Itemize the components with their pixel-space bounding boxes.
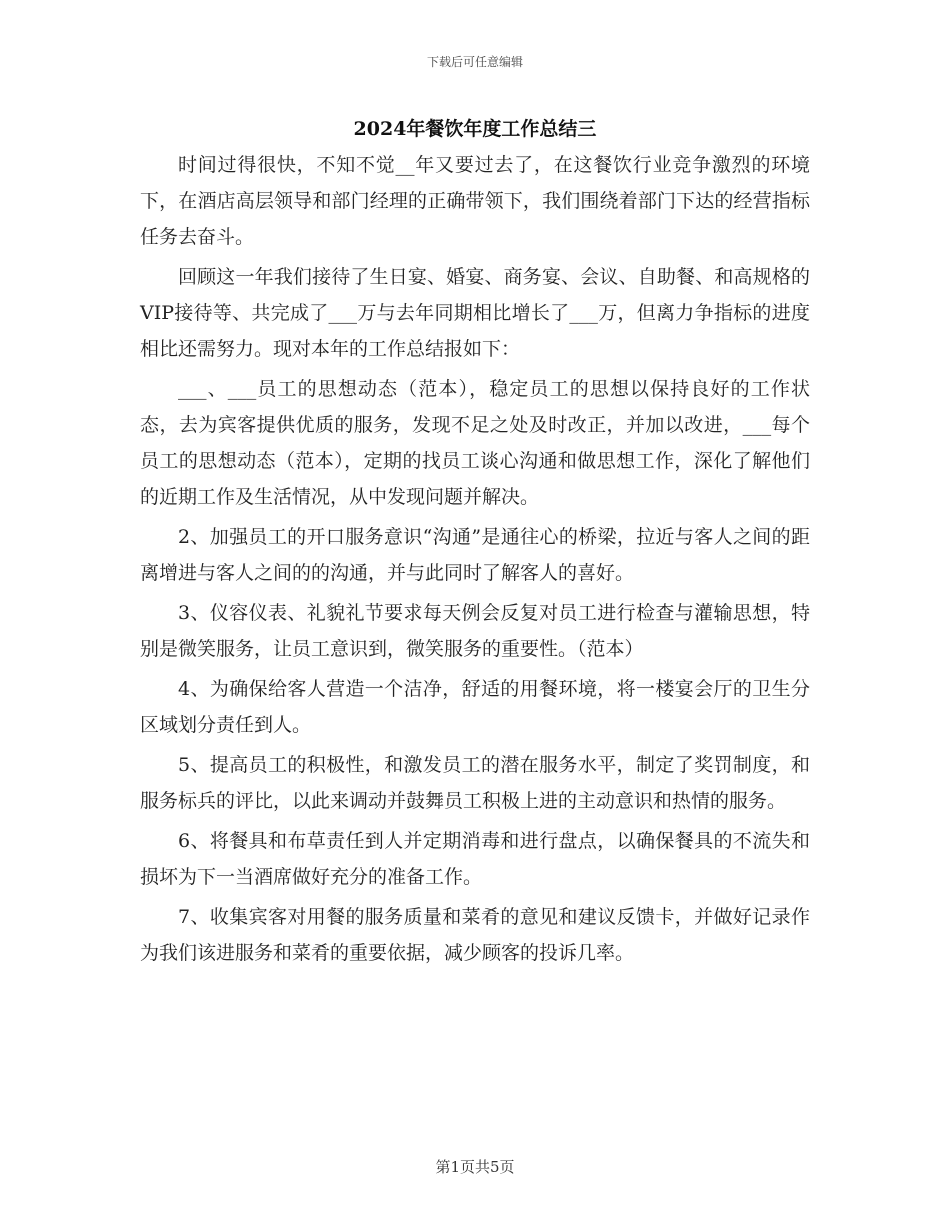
page-number: 第1页共5页	[435, 1158, 515, 1176]
paragraph-item-5: 5、提高员工的积极性，和激发员工的潜在服务水平，制定了奖罚制度，和服务标兵的评比，以此来调动并鼓舞员工积极上进的主动意识和热情的服务。	[140, 754, 810, 812]
paragraph-review: 回顾这一年我们接待了生日宴、婚宴、商务宴、会议、自助餐、和高规格的VIP接待等、共完成了___万与去年同期相比增长了___万，但离力争指标的进度相比还需努力。现对本年的工作总结报如下：	[140, 266, 810, 360]
paragraph-item-6: 6、将餐具和布草责任到人并定期消毒和进行盘点，以确保餐具的不流失和损坏为下一当酒席做好充分的准备工作。	[140, 830, 810, 888]
paragraph-item-7: 7、收集宾客对用餐的服务质量和菜肴的意见和建议反馈卡，并做好记录作为我们该进服务和菜肴的重要依据，减少顾客的投诉几率。	[140, 906, 810, 964]
paragraph-item-2: 2、加强员工的开口服务意识“沟通”是通往心的桥梁，拉近与客人之间的距离增进与客人之间的的沟通，并与此同时了解客人的喜好。	[140, 526, 810, 584]
document-body	[140, 147, 810, 975]
paragraph-item-4: 4、为确保给客人营造一个洁净，舒适的用餐环境，将一楼宴会厅的卫生分区域划分责任到人。	[140, 678, 810, 736]
download-note: 下载后可任意编辑	[426, 55, 523, 69]
paragraph-intro: 时间过得很快，不知不觉__年又要过去了，在这餐饮行业竞争激烈的环境下，在酒店高层领导和部门经理的正确带领下，我们围绕着部门下达的经营指标任务去奋斗。	[140, 154, 810, 248]
paragraph-item-1: ___、___员工的思想动态（范本），稳定员工的思想以保持良好的工作状态，去为宾客提供优质的服务，发现不足之处及时改正，并加以改进，___每个员工的思想动态（范本），定期的找员工谈心沟通和做思想工作，深化了解他们的近期工作及生活情况，从中发现问题并解决。	[140, 378, 810, 508]
paragraph-item-3: 3、仪容仪表、礼貌礼节要求每天例会反复对员工进行检查与灌输思想，特别是微笑服务，让员工意识到，微笑服务的重要性。（范本）	[140, 602, 810, 660]
document-title: 2024年餐饮年度工作总结三	[353, 118, 597, 140]
